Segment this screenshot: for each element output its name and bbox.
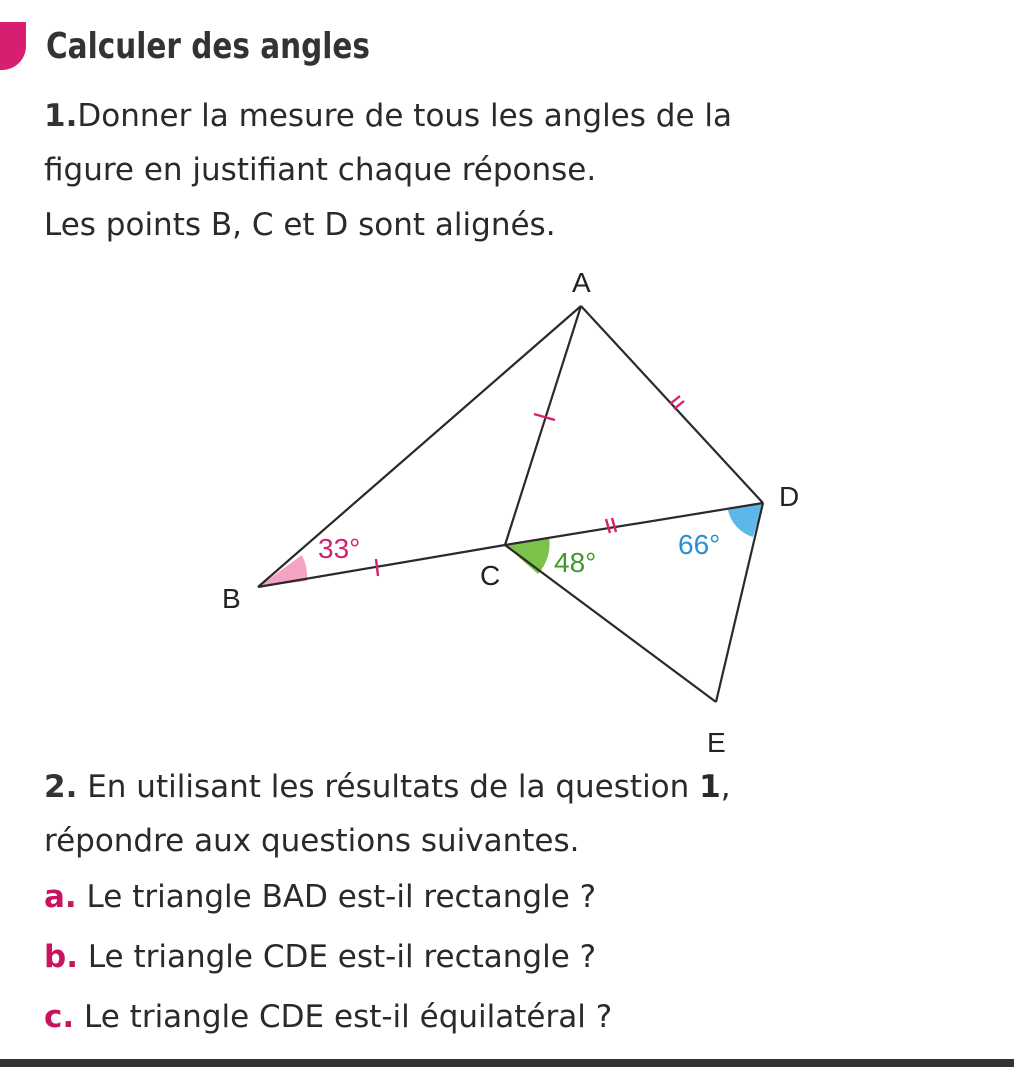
q2-line1-end: , xyxy=(720,769,731,805)
segment-ce xyxy=(505,545,716,702)
segment-ac xyxy=(505,306,581,545)
tick-bc xyxy=(376,559,378,576)
angle-label-b: 33° xyxy=(318,533,361,564)
segment-cd xyxy=(505,503,763,545)
figure-segments xyxy=(258,306,763,702)
q2-item-c-letter: c. xyxy=(44,999,75,1035)
q2-item-a-letter: a. xyxy=(44,879,77,915)
q2-line1 xyxy=(44,767,731,807)
angle-label-d: 66° xyxy=(678,529,721,560)
segment-de xyxy=(716,503,763,702)
q1-text-line2: figure en justifiant chaque réponse. xyxy=(44,152,597,188)
q2-item-b-text: Le triangle CDE est-il rectangle ? xyxy=(77,939,597,975)
q1-text-line3: Les points B, C et D sont alignés. xyxy=(44,207,556,243)
q2-number: 2. xyxy=(44,769,78,805)
point-label-d: D xyxy=(779,481,800,512)
q2-question-ref: 1 xyxy=(699,769,721,805)
tick-cd-1 xyxy=(606,519,610,533)
q2-item-a-text: Le triangle BAD est-il rectangle ? xyxy=(76,879,597,915)
q1-text-line1: Donner la mesure de tous les angles de la xyxy=(77,98,732,134)
q2-item-b xyxy=(44,937,596,977)
q2-item-a xyxy=(44,877,596,917)
segment-ad xyxy=(581,306,763,503)
tick-ad-2 xyxy=(674,401,684,409)
angle-label-c: 48° xyxy=(554,547,597,578)
angle-c-fill xyxy=(505,537,550,574)
q2-text-line1: En utilisant les résultats de la question xyxy=(77,769,700,805)
q2-item-b-letter: b. xyxy=(44,939,78,975)
point-label-e: E xyxy=(707,727,726,758)
point-label-a: A xyxy=(572,267,591,298)
q2-item-c xyxy=(44,997,612,1037)
point-label-b: B xyxy=(222,583,241,614)
q1-number: 1. xyxy=(44,98,78,134)
tick-ad-1 xyxy=(670,396,680,404)
point-label-c: C xyxy=(480,560,501,591)
tick-cd-2 xyxy=(612,518,616,532)
q2-item-c-text: Le triangle CDE est-il équilatéral ? xyxy=(74,999,613,1035)
bottom-bar xyxy=(0,1059,1014,1067)
exercise-title: Calculer des angles xyxy=(46,26,370,67)
q2-text-line2: répondre aux questions suivantes. xyxy=(44,823,580,859)
